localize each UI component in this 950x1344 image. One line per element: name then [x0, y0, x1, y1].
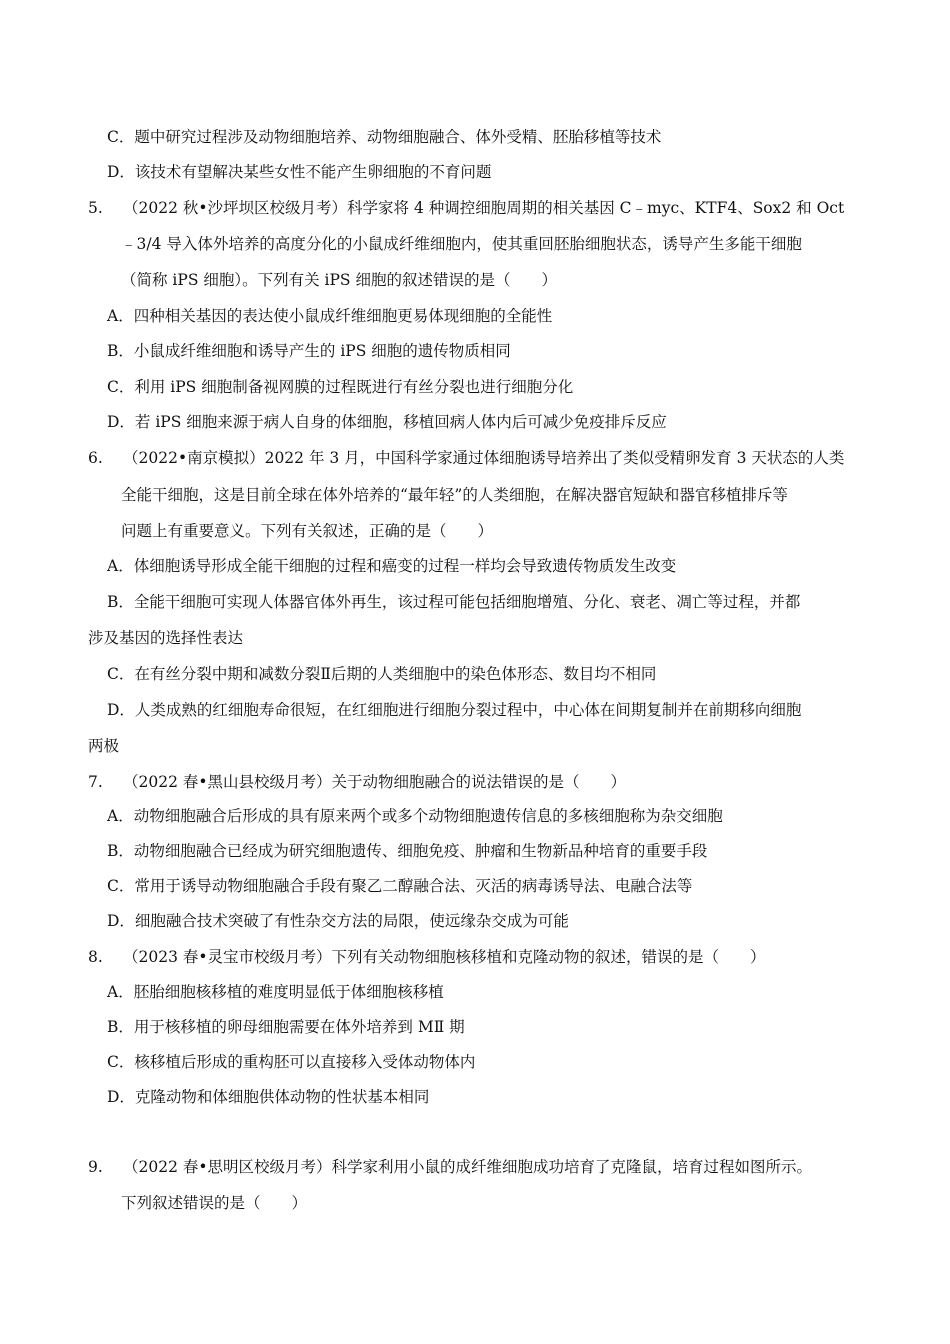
q8-option-d: D．克隆动物和体细胞供体动物的性状基本相同 [107, 1088, 430, 1106]
q4-option-d: D．该技术有望解决某些女性不能产生卵细胞的不育问题 [107, 163, 492, 181]
q5-option-d: D．若 iPS 细胞来源于病人自身的体细胞，移植回病人体内后可减少免疫排斥反应 [107, 413, 667, 431]
q6-option-b-line-2: 涉及基因的选择性表达 [88, 629, 244, 647]
q9-stem-line-1: （2022 春•思明区校级月考）科学家利用小鼠的成纤维细胞成功培育了克隆鼠，培育过程如图所示。 [123, 1158, 813, 1176]
q6-stem-line-3: 问题上有重要意义。下列有关叙述，正确的是（ ） [121, 522, 494, 540]
q5-stem-line-2: ﹣3/4 导入体外培养的高度分化的小鼠成纤维细胞内，使其重回胚胎细胞状态，诱导产生多能干细胞 [121, 235, 802, 253]
q6-option-d-line-2: 两极 [88, 737, 120, 755]
q6-option-d-line-1: D．人类成熟的红细胞寿命很短，在红细胞进行细胞分裂过程中，中心体在间期复制并在前期移向细胞 [107, 701, 802, 719]
question-number-6: 6. [88, 449, 103, 467]
q5-option-c: C．利用 iPS 细胞制备视网膜的过程既进行有丝分裂也进行细胞分化 [107, 378, 574, 396]
q8-stem: （2023 春•灵宝市校级月考）下列有关动物细胞核移植和克隆动物的叙述，错误的是（ ） [123, 948, 766, 966]
q4-option-c: C．题中研究过程涉及动物细胞培养、动物细胞融合、体外受精、胚胎移植等技术 [107, 128, 662, 146]
q6-option-a: A．体细胞诱导形成全能干细胞的过程和癌变的过程一样均会导致遗传物质发生改变 [107, 557, 677, 575]
q8-option-a: A．胚胎细胞核移植的难度明显低于体细胞核移植 [107, 983, 444, 1001]
q7-option-b: B．动物细胞融合已经成为研究细胞遗传、细胞免疫、肿瘤和生物新品种培育的重要手段 [107, 842, 708, 860]
question-number-5: 5. [88, 199, 103, 217]
q5-option-b: B．小鼠成纤维细胞和诱导产生的 iPS 细胞的遗传物质相同 [107, 342, 511, 360]
question-number-9: 9. [88, 1158, 103, 1176]
q7-option-a: A．动物细胞融合后形成的具有原来两个或多个动物细胞遗传信息的多核细胞称为杂交细胞 [107, 807, 723, 825]
q5-option-a: A．四种相关基因的表达使小鼠成纤维细胞更易体现细胞的全能性 [107, 307, 553, 325]
q5-stem-line-1: （2022 秋•沙坪坝区校级月考）科学家将 4 种调控细胞周期的相关基因 C﹣myc、KTF4、Sox2 和 Oct [123, 199, 845, 217]
question-number-8: 8. [88, 948, 103, 966]
q8-option-c: C．核移植后形成的重构胚可以直接移入受体动物体内 [107, 1053, 476, 1071]
q6-option-b-line-1: B．全能干细胞可实现人体器官体外再生，该过程可能包括细胞增殖、分化、衰老、凋亡等过程，并都 [107, 593, 801, 611]
q7-stem: （2022 春•黑山县校级月考）关于动物细胞融合的说法错误的是（ ） [123, 773, 627, 791]
q6-option-c: C．在有丝分裂中期和减数分裂Ⅱ后期的人类细胞中的染色体形态、数目均不相同 [107, 665, 657, 683]
q7-option-c: C．常用于诱导动物细胞融合手段有聚乙二醇融合法、灭活的病毒诱导法、电融合法等 [107, 877, 693, 895]
q7-option-d: D．细胞融合技术突破了有性杂交方法的局限，使远缘杂交成为可能 [107, 912, 569, 930]
q5-stem-line-3: （简称 iPS 细胞）。下列有关 iPS 细胞的叙述错误的是（ ） [121, 271, 557, 289]
q9-stem-line-2: 下列叙述错误的是（ ） [121, 1194, 308, 1212]
question-number-7: 7. [88, 773, 103, 791]
q8-option-b: B．用于核移植的卵母细胞需要在体外培养到 MⅡ 期 [107, 1018, 465, 1036]
q6-stem-line-1: （2022•南京模拟）2022 年 3 月，中国科学家通过体细胞诱导培养出了类似受精卵发育 3 天状态的人类 [123, 449, 845, 467]
q6-stem-line-2: 全能干细胞，这是目前全球在体外培养的“最年轻”的人类细胞，在解决器官短缺和器官移植排斥等 [121, 486, 788, 504]
